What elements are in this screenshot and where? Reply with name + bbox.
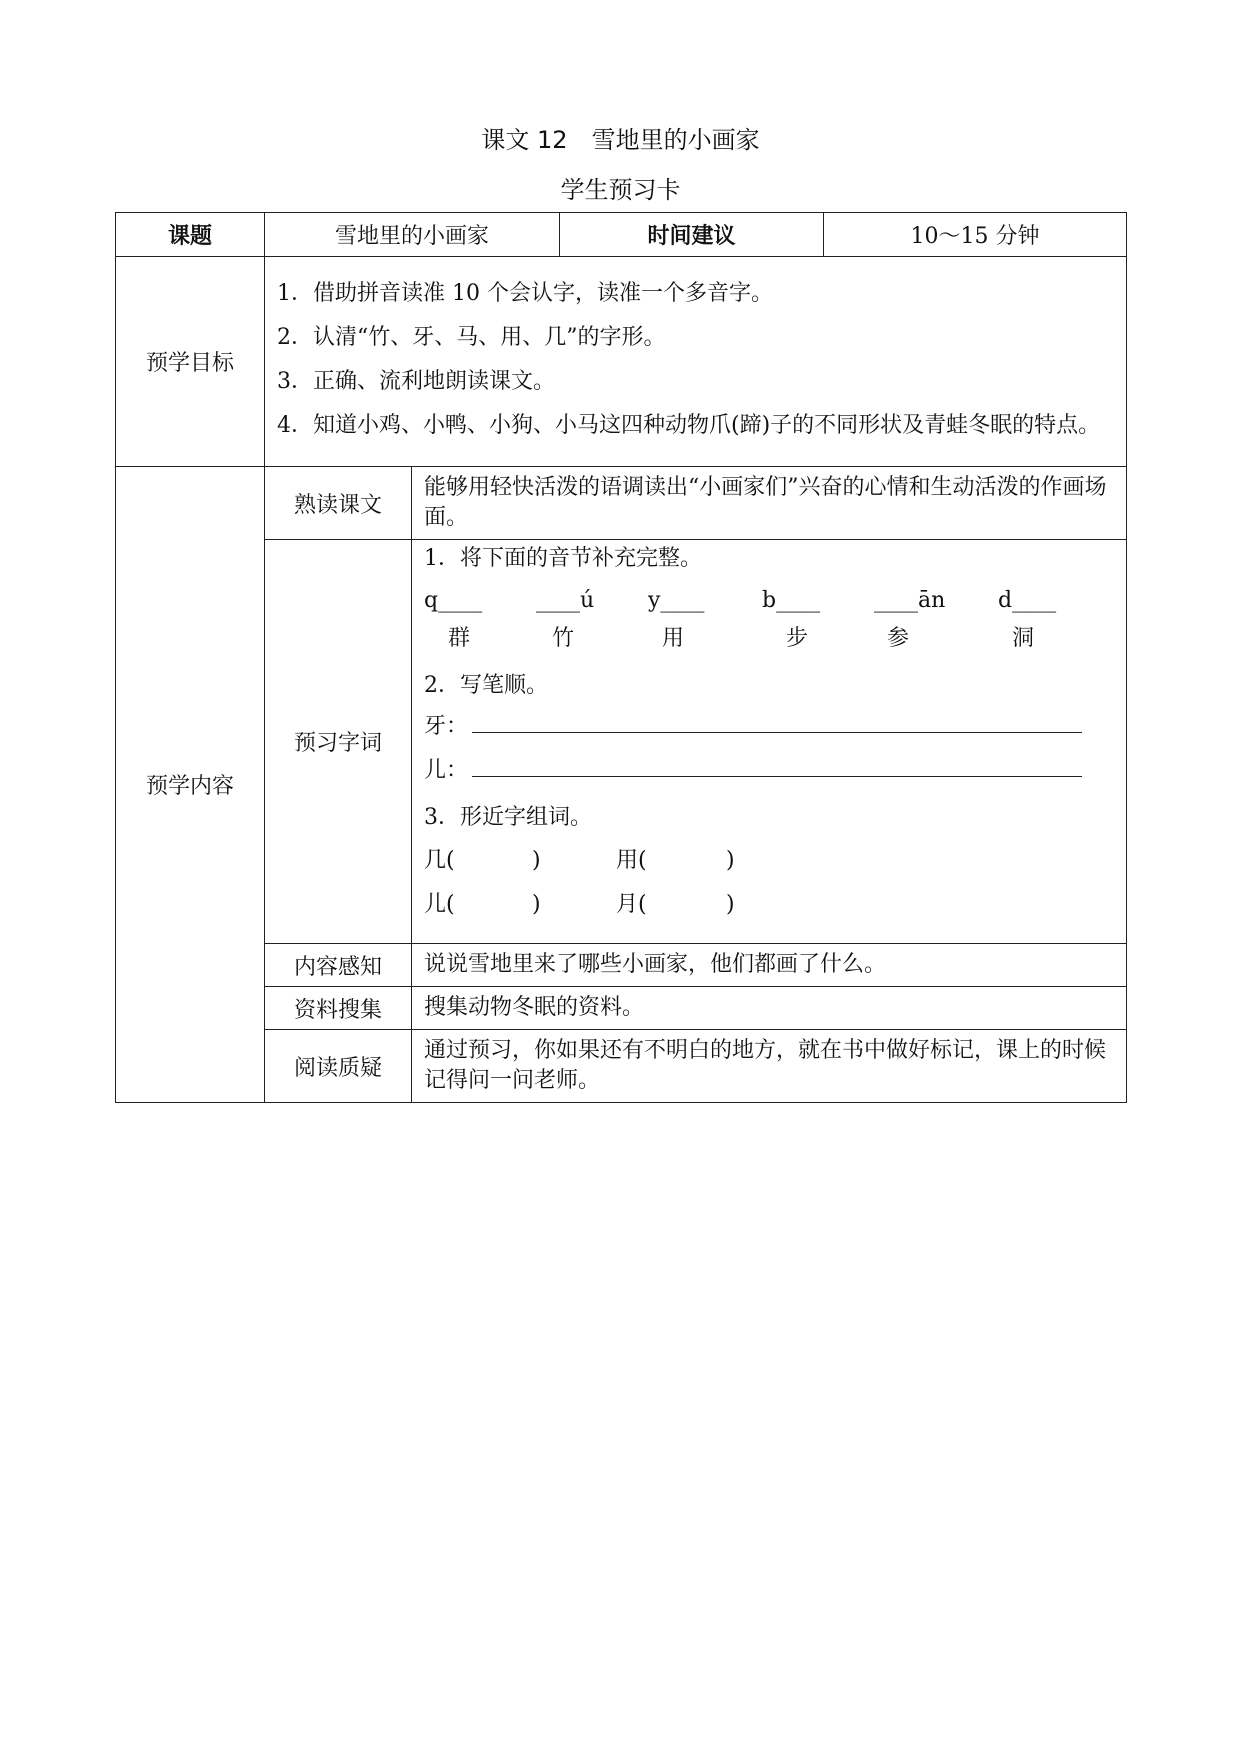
word-close: ) [726, 892, 735, 917]
words-section [412, 540, 1127, 944]
collect-row [116, 987, 1127, 1030]
stroke-line [424, 708, 1114, 752]
pinyin-row [424, 586, 1114, 624]
question-row [116, 1030, 1127, 1103]
words-row [116, 540, 1127, 944]
goal-item: 3．正确、流利地朗读课文。 [277, 368, 555, 394]
collect-label: 资料搜集 [265, 987, 412, 1030]
topic-row [116, 213, 1127, 257]
pinyin-blank[interactable]: y____ [648, 588, 705, 613]
goals-list [265, 257, 1127, 467]
read-text: 能够用轻快活泼的语调读出“小画家们”兴奋的心情和生动活泼的作画场面。 [412, 467, 1127, 540]
word-open: 用( [616, 848, 647, 873]
goal-item: 2．认清“竹、牙、马、用、几”的字形。 [277, 324, 666, 350]
goal-item: 1．借助拼音读准 10 个会认字，读准一个多音字。 [277, 280, 773, 306]
goals-row [116, 257, 1127, 467]
read-row [116, 467, 1127, 540]
pinyin-blank[interactable]: ____ú [536, 588, 595, 613]
question-1: 1．将下面的音节补充完整。 [424, 546, 702, 571]
char-item: 竹 [552, 626, 575, 651]
word-close: ) [726, 848, 735, 873]
pinyin-blank[interactable]: b____ [762, 588, 821, 613]
stroke-answer-line[interactable] [472, 752, 1082, 777]
word-open: 几( [424, 848, 455, 873]
perceive-row [116, 944, 1127, 987]
page-title: 课文 12 雪地里的小画家 [481, 126, 760, 154]
stroke-label: 牙： [424, 714, 469, 739]
stroke-label: 儿： [424, 758, 469, 783]
char-item: 洞 [1012, 626, 1035, 651]
question-label: 阅读质疑 [265, 1030, 412, 1103]
char-item: 用 [662, 626, 685, 651]
word-close: ) [532, 892, 541, 917]
question-3: 3．形近字组词。 [424, 805, 592, 830]
time-label: 时间建议 [560, 213, 824, 257]
word-open: 儿( [424, 892, 455, 917]
perceive-label: 内容感知 [265, 944, 412, 987]
pinyin-blank[interactable]: q____ [424, 588, 483, 613]
stroke-answer-line[interactable] [472, 708, 1082, 733]
char-item: 参 [887, 626, 910, 651]
stroke-line [424, 752, 1114, 796]
word-group-row [424, 840, 1114, 884]
read-label: 熟读课文 [265, 467, 412, 540]
words-label: 预习字词 [265, 540, 412, 944]
page-subtitle: 学生预习卡 [560, 176, 681, 204]
goals-label: 预学目标 [116, 257, 265, 467]
word-open: 月( [616, 892, 647, 917]
pinyin-blank[interactable]: ____ān [874, 588, 946, 613]
preview-card-table [115, 212, 1127, 1103]
char-row [424, 624, 1114, 664]
collect-text: 搜集动物冬眠的资料。 [412, 987, 1127, 1030]
topic-label: 课题 [116, 213, 265, 257]
topic-value: 雪地里的小画家 [265, 213, 560, 257]
perceive-text: 说说雪地里来了哪些小画家，他们都画了什么。 [412, 944, 1127, 987]
time-value: 10～15 分钟 [824, 213, 1127, 257]
question-text: 通过预习，你如果还有不明白的地方，就在书中做好标记，课上的时候记得问一问老师。 [412, 1030, 1127, 1103]
char-item: 群 [448, 626, 471, 651]
question-2: 2．写笔顺。 [424, 673, 548, 698]
content-label: 预学内容 [116, 467, 265, 1103]
pinyin-blank[interactable]: d____ [998, 588, 1057, 613]
goal-item: 4．知道小鸡、小鸭、小狗、小马这四种动物爪(蹄)子的不同形状及青蛙冬眠的特点。 [277, 412, 1101, 438]
word-group-row [424, 884, 1114, 928]
char-item: 步 [786, 626, 809, 651]
word-close: ) [532, 848, 541, 873]
